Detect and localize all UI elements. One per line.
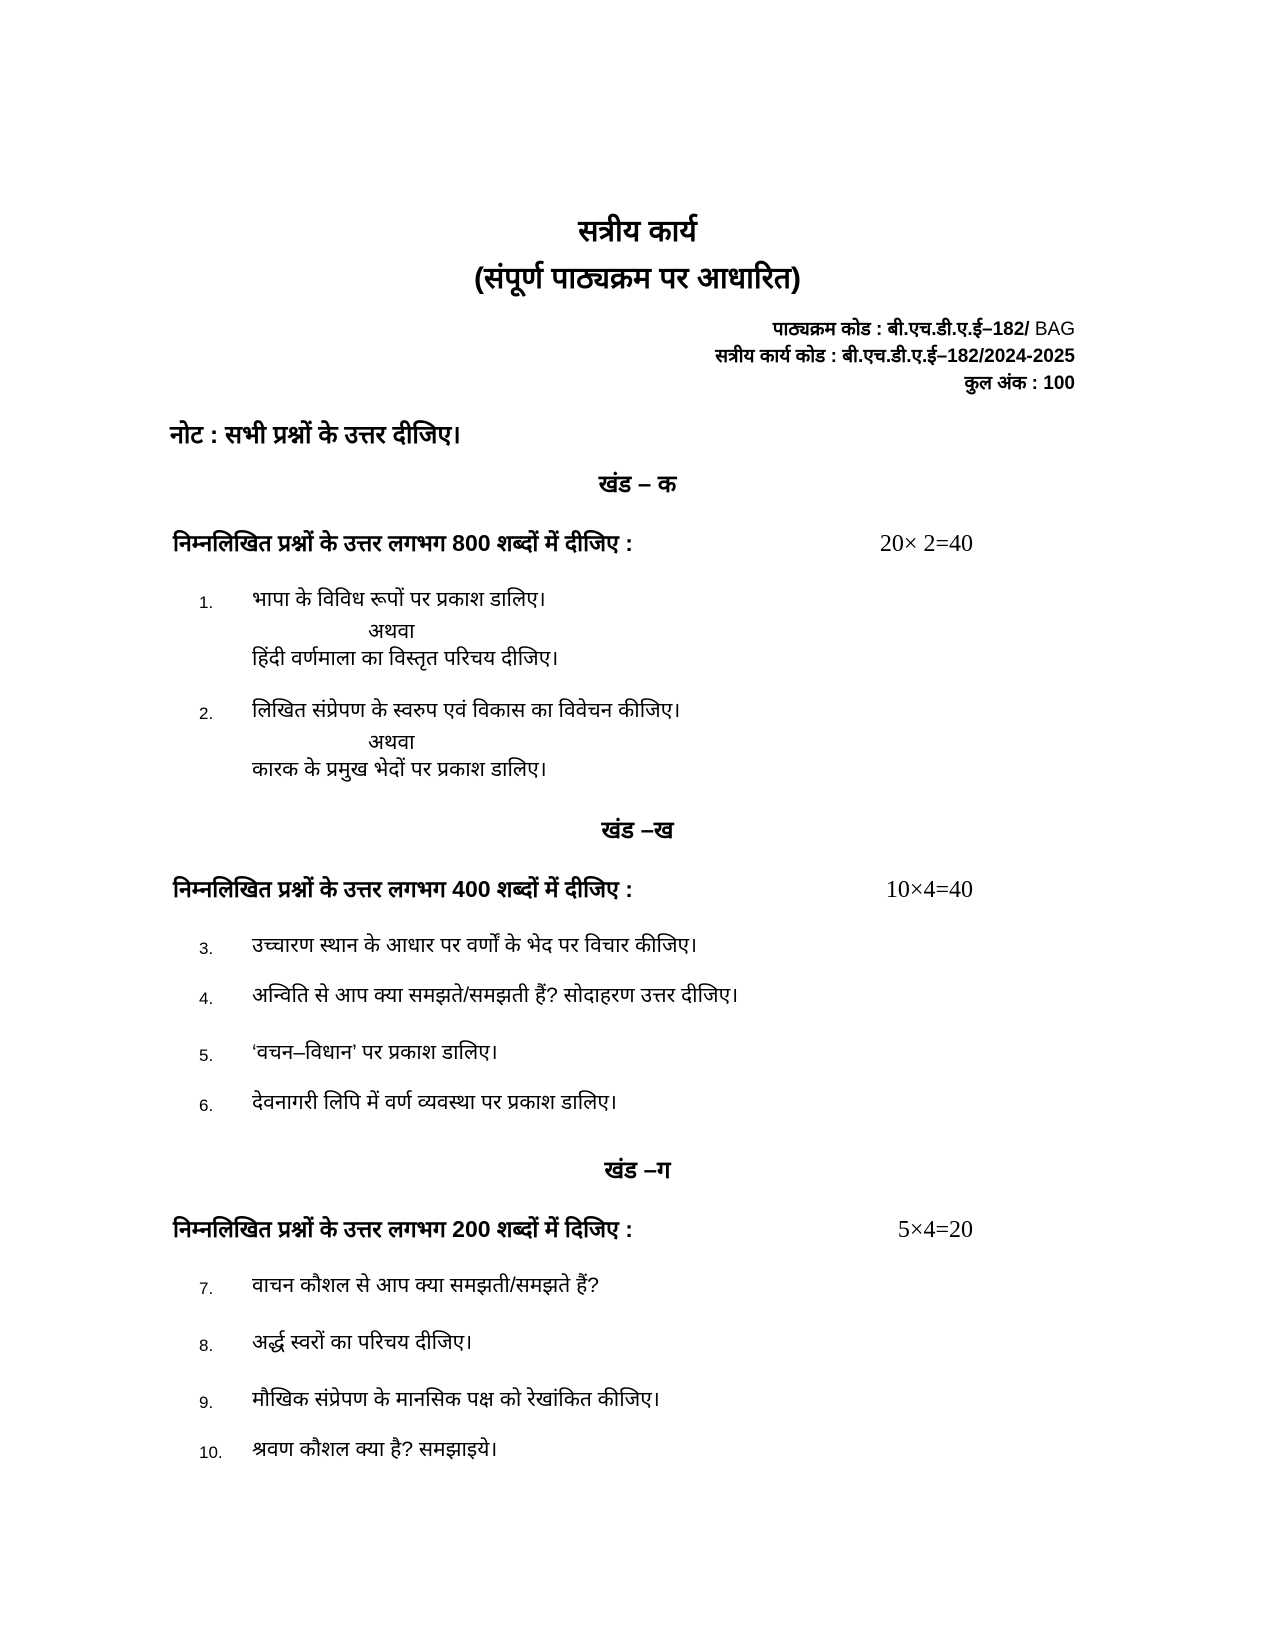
question-text: देवनागरी लिपि में वर्ण व्यवस्था पर प्रकाश डालिए। <box>252 1091 617 1114</box>
assignment-code-line: सत्रीय कार्य कोड : बी.एच.डी.ए.ई–182/2024-2025 <box>715 346 1075 367</box>
question-number: 8. <box>199 1336 214 1355</box>
question-text: श्रवण कौशल क्या है? समझाइये। <box>252 1438 498 1461</box>
section-a-marks: 20× 2=40 <box>879 531 973 557</box>
section-c-instruction-row <box>173 1212 973 1244</box>
question-row-3 <box>173 931 1275 964</box>
question-row-6 <box>173 1088 1275 1121</box>
question-number: 3. <box>199 939 214 958</box>
question-text: अन्विति से आप क्या समझते/समझती हैं? सोदाहरण उत्तर दीजिए। <box>252 984 739 1007</box>
question-number: 7. <box>199 1279 214 1298</box>
or-separator: अथवा <box>368 731 415 754</box>
section-b-instruction: निम्नलिखित प्रश्नों के उत्तर लगभग 400 शब्दों में दीजिए : <box>173 876 633 902</box>
question-number: 6. <box>199 1096 214 1115</box>
question-row-1 <box>173 585 1275 618</box>
section-a-instruction: निम्नलिखित प्रश्नों के उत्तर लगभग 800 शब्दों में दीजिए : <box>173 530 633 556</box>
question-number: 10. <box>199 1443 223 1462</box>
page-subtitle: (संपूर्ण पाठ्यक्रम पर आधारित) <box>474 262 801 295</box>
section-b-heading: खंड –ख <box>601 817 674 844</box>
section-b-instruction-row <box>173 872 973 904</box>
question-text: ‘वचन–विधान’ पर प्रकाश डालिए। <box>252 1041 498 1064</box>
course-meta-block <box>0 316 1275 397</box>
or-separator: अथवा <box>368 620 415 643</box>
question-text: वाचन कौशल से आप क्या समझती/समझते हैं? <box>252 1274 599 1297</box>
question-number: 1. <box>199 593 214 612</box>
question-text: उच्चारण स्थान के आधार पर वर्णों के भेद पर विचार कीजिए। <box>252 934 698 957</box>
question-number: 4. <box>199 989 214 1008</box>
question-row-8 <box>173 1328 1275 1361</box>
question-row-7 <box>173 1271 1275 1304</box>
note-line: नोट : सभी प्रश्नों के उत्तर दीजिए। <box>170 421 461 449</box>
question-row-2 <box>173 696 1275 729</box>
page-title-block <box>0 0 1275 302</box>
section-a-instruction-row <box>173 526 973 558</box>
total-marks-line: कुल अंक : 100 <box>964 373 1075 394</box>
question-row-9 <box>173 1385 1275 1418</box>
page-title: सत्रीय कार्य <box>578 215 697 248</box>
section-b-marks: 10×4=40 <box>885 877 973 903</box>
question-text: भापा के विविध रूपों पर प्रकाश डालिए। <box>252 588 546 611</box>
question-number: 5. <box>199 1046 214 1065</box>
section-c-instruction: निम्नलिखित प्रश्नों के उत्तर लगभग 200 शब्दों में दिजिए : <box>173 1216 633 1242</box>
question-text: मौखिक संप्रेपण के मानसिक पक्ष को रेखांकित कीजिए। <box>252 1388 660 1411</box>
question-number: 2. <box>199 704 214 723</box>
section-a-heading: खंड – क <box>598 471 677 498</box>
alt-question-text: कारक के प्रमुख भेदों पर प्रकाश डालिए। <box>252 758 547 781</box>
question-number: 9. <box>199 1393 214 1412</box>
course-code-line: पाठ्यक्रम कोड : बी.एच.डी.ए.ई–182/ BAG <box>772 319 1075 340</box>
section-c-heading: खंड –ग <box>604 1157 671 1184</box>
section-c-marks: 5×4=20 <box>897 1217 973 1243</box>
question-text: लिखित संप्रेपण के स्वरुप एवं विकास का विवेचन कीजिए। <box>252 699 681 722</box>
alt-question-text: हिंदी वर्णमाला का विस्तृत परिचय दीजिए। <box>252 647 559 670</box>
question-text: अर्द्ध स्वरों का परिचय दीजिए। <box>252 1331 473 1354</box>
question-row-4 <box>173 981 1275 1014</box>
question-row-10 <box>173 1435 1275 1468</box>
question-row-5 <box>173 1038 1275 1071</box>
